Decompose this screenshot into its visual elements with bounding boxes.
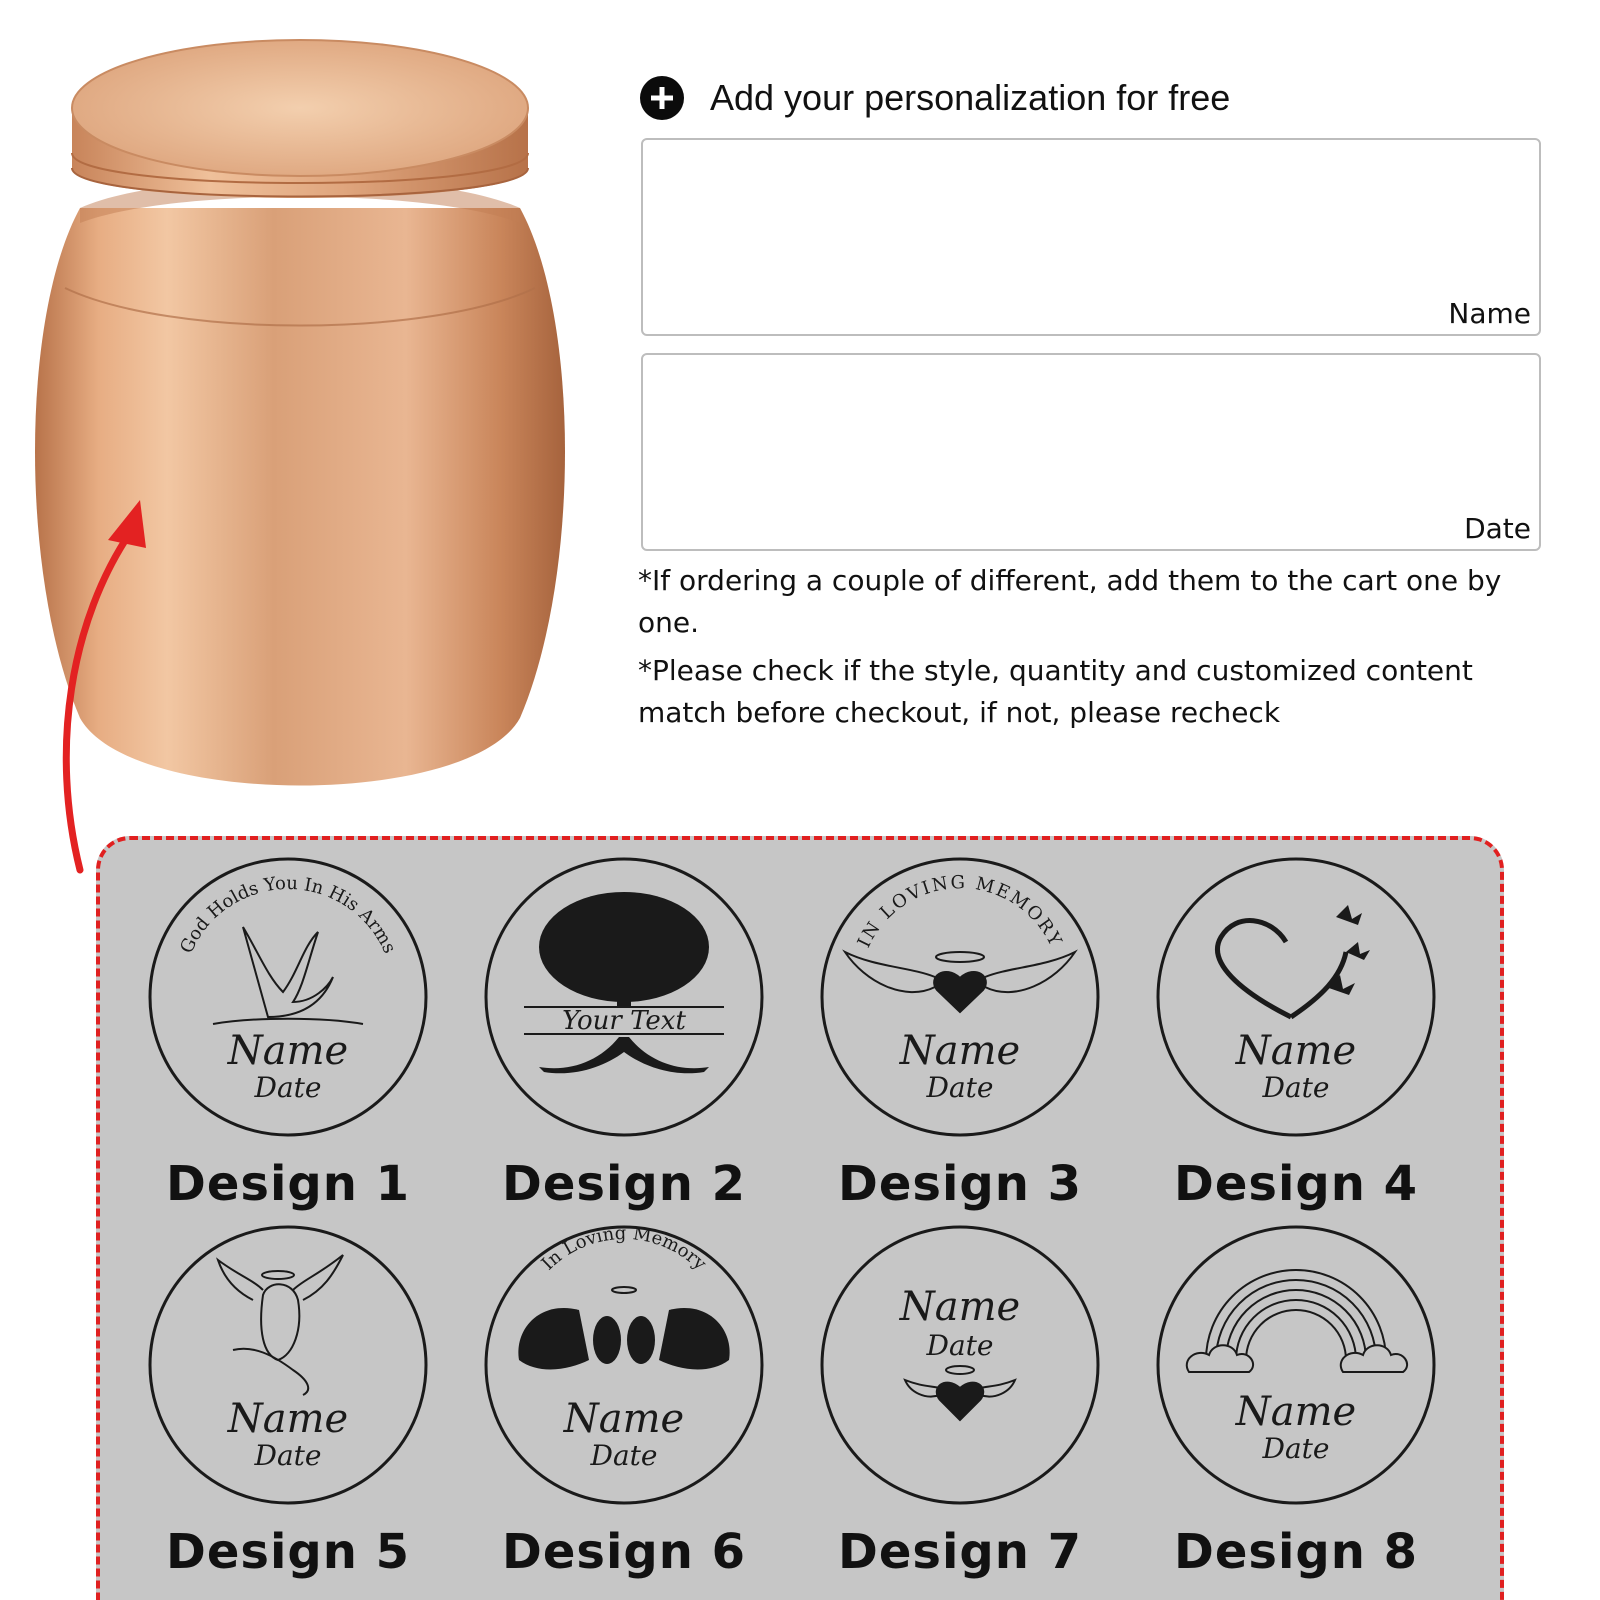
winged-footprints-icon	[518, 1287, 729, 1369]
date-field-label: Date	[1464, 512, 1531, 545]
design-option-1[interactable]	[118, 852, 458, 1212]
design-4-date: Date	[1262, 1071, 1330, 1104]
design-6-medallion	[479, 1220, 769, 1510]
design-7-label: Design 7	[837, 1524, 1083, 1580]
angel-hand-foot-icon	[218, 1255, 343, 1395]
design-7-name: Name	[899, 1284, 1021, 1330]
design-5-label: Design 5	[165, 1524, 411, 1580]
design-option-7[interactable]	[790, 1220, 1130, 1580]
design-6-name: Name	[563, 1396, 685, 1442]
svg-text:God Holds You In His Arms	[176, 873, 400, 957]
winged-heart-halo-icon	[905, 1366, 1015, 1420]
design-8-date: Date	[1262, 1432, 1330, 1465]
design-8-medallion	[1151, 1220, 1441, 1510]
heart-butterflies-icon	[1217, 921, 1346, 1017]
date-input[interactable]	[643, 355, 1539, 549]
order-note: *If ordering a couple of different, add them to the cart one by one.	[638, 564, 1502, 639]
design-3-label: Design 3	[837, 1156, 1083, 1212]
design-8-label: Design 8	[1173, 1524, 1419, 1580]
design-option-6[interactable]	[454, 1220, 794, 1580]
design-3-arc-text: IN LOVING MEMORY	[853, 872, 1067, 951]
design-3-medallion	[815, 852, 1105, 1142]
name-field[interactable]	[641, 138, 1541, 336]
design-2-label: Design 2	[501, 1156, 747, 1212]
design-6-label: Design 6	[501, 1524, 747, 1580]
design-1-name: Name	[227, 1028, 349, 1074]
design-6-arc-text: In Loving Memory	[537, 1222, 711, 1275]
design-5-name: Name	[227, 1396, 349, 1442]
svg-text:In Loving Memory	[538, 1223, 711, 1275]
date-field[interactable]	[641, 353, 1541, 551]
checkout-note: *Please check if the style, quantity and customized content match before checkout, if not, please recheck	[638, 654, 1473, 729]
plus-circle-icon[interactable]	[640, 76, 684, 120]
design-5-medallion	[143, 1220, 433, 1510]
design-2-medallion	[479, 852, 769, 1142]
design-4-name: Name	[1235, 1028, 1357, 1074]
design-option-8[interactable]	[1126, 1220, 1466, 1580]
design-1-arc-text: God Holds You In His Arms	[176, 872, 400, 957]
tree-of-life-icon	[539, 892, 709, 1073]
design-2-text: Your Text	[562, 1006, 686, 1036]
design-option-3[interactable]	[790, 852, 1130, 1212]
design-1-medallion	[143, 852, 433, 1142]
design-4-label: Design 4	[1173, 1156, 1419, 1212]
name-input[interactable]	[643, 140, 1539, 334]
design-1-date: Date	[254, 1071, 322, 1104]
design-5-date: Date	[254, 1439, 322, 1472]
dove-icon	[213, 927, 363, 1024]
design-3-name: Name	[899, 1028, 1021, 1074]
design-4-medallion	[1151, 852, 1441, 1142]
name-field-label: Name	[1448, 297, 1531, 330]
design-option-5[interactable]	[118, 1220, 458, 1580]
design-1-label: Design 1	[165, 1156, 411, 1212]
personalization-title: Add your personalization for free	[710, 77, 1231, 118]
rainbow-clouds-icon	[1187, 1270, 1407, 1372]
personalization-header[interactable]	[640, 76, 1230, 120]
winged-heart-icon	[845, 952, 1075, 1012]
design-3-date: Date	[926, 1071, 994, 1104]
design-option-4[interactable]	[1126, 852, 1466, 1212]
design-6-date: Date	[590, 1439, 658, 1472]
design-7-date: Date	[926, 1329, 994, 1362]
design-8-name: Name	[1235, 1389, 1357, 1435]
svg-text:IN LOVING MEMORY	[854, 872, 1067, 951]
design-option-2[interactable]	[454, 852, 794, 1212]
design-options-panel	[96, 836, 1504, 1600]
design-7-medallion	[815, 1220, 1105, 1510]
